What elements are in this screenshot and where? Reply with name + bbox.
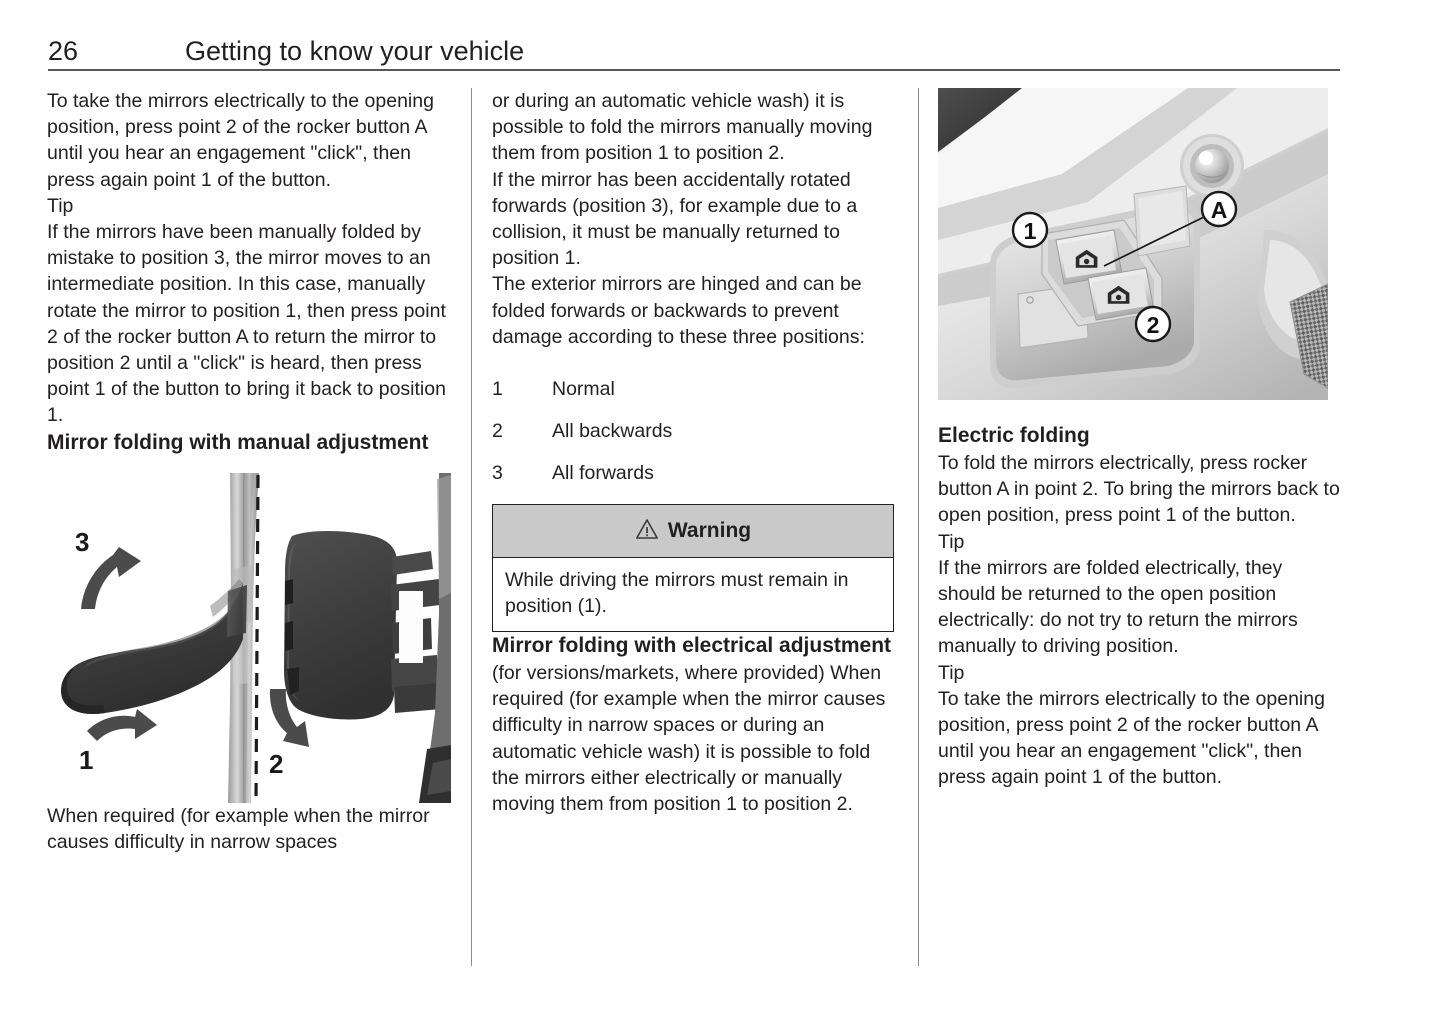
page-title: Getting to know your vehicle [185, 36, 525, 66]
list-item [492, 418, 896, 444]
position-label: Normal [552, 378, 615, 401]
paragraph-manual-fold-mistake: If the mirrors have been manually folded by mistake to position 3, the mirror moves to an intermediate position. In this case, manually rotate the mirror to position 1, then press point 2 of the rocker button A to return the mirror to position 2 until a "click" is heard, then press point 1 of the button to bring it back to position 1. [47, 221, 446, 427]
door-switch-panel-photo [938, 88, 1328, 400]
tip-label-1: Tip [938, 530, 965, 553]
warning-body [493, 558, 893, 631]
tip-label-1: Tip [47, 194, 74, 217]
header-divider-rule [48, 69, 1340, 71]
paragraph-when-required-continued: When required (for example when the mirror causes difficulty in narrow spaces [47, 804, 430, 853]
page-header [48, 34, 1340, 72]
text-column-1 [47, 88, 451, 855]
paragraph-open-position-instruction: To take the mirrors electrically to the opening position, press point 2 of the rocker button A until you hear an engagement "click", then press again point 1 of the button. [47, 90, 434, 191]
heading-electric-folding: Electric folding [938, 424, 1090, 447]
warning-callout-box [492, 504, 894, 632]
paragraph-hinged-positions-intro: The exterior mirrors are hinged and can be folded forwards or backwards to prevent damage according to these three positions: [492, 273, 865, 348]
position-number: 1 [492, 378, 503, 401]
heading-mirror-folding-electrical: Mirror folding with electrical adjustment [492, 634, 892, 658]
tip-label-2: Tip [938, 661, 965, 684]
position-label: All forwards [552, 462, 654, 485]
svg-text:1: 1 [79, 744, 94, 775]
warning-triangle-icon [635, 518, 659, 545]
column-divider-1 [471, 88, 472, 966]
warning-text: While driving the mirrors must remain in position (1). [505, 569, 849, 618]
mirror-folding-positions-illustration [47, 473, 451, 803]
position-label: All backwards [552, 420, 673, 443]
paragraph-electric-folding-instruction: To fold the mirrors electrically, press rocker button A in point 2. To bring the mirrors back to open position, press point 1 of the button. [938, 452, 1340, 527]
list-item [492, 460, 896, 486]
warning-title: Warning [667, 519, 752, 543]
paragraph-electrical-adjustment-detail: (for versions/markets, where provided) When required (for example when the mirror causes difficulty in narrow spaces or during an automatic vehicle wash) it is possible to fold the mirrors either electrically or manually moving them from position 1 to position 2. [492, 662, 886, 816]
svg-text:A: A [1210, 197, 1228, 223]
paragraph-electric-return-warning: If the mirrors are folded electrically, they should be returned to the open position electrically: do not try to return the mirrors manually to driving position. [938, 556, 1298, 658]
paragraph-vehicle-wash-continued: or during an automatic vehicle wash) it is possible to fold the mirrors manually moving them from position 1 to position 2. [492, 90, 873, 165]
paragraph-accidental-rotation: If the mirror has been accidentally rotated forwards (position 3), for example due to a collision, it must be manually returned to position 1. [492, 168, 858, 270]
heading-mirror-folding-manual: Mirror folding with manual adjustment [47, 430, 429, 454]
svg-text:1: 1 [1023, 218, 1037, 244]
paragraph-opening-position-instruction: To take the mirrors electrically to the opening position, press point 2 of the rocker button A until you hear an engagement "click", then press again point 1 of the button. [938, 687, 1325, 789]
mirror-position-list [492, 376, 896, 486]
position-number: 2 [492, 420, 503, 443]
column-divider-2 [918, 88, 919, 966]
text-column-3 [938, 88, 1342, 791]
position-number: 3 [492, 462, 503, 485]
page-number: 26 [48, 36, 79, 66]
svg-text:3: 3 [75, 526, 90, 557]
warning-header [493, 505, 893, 558]
svg-text:2: 2 [1146, 312, 1160, 338]
svg-text:2: 2 [269, 748, 284, 779]
text-column-2 [492, 88, 896, 817]
list-item [492, 376, 896, 402]
